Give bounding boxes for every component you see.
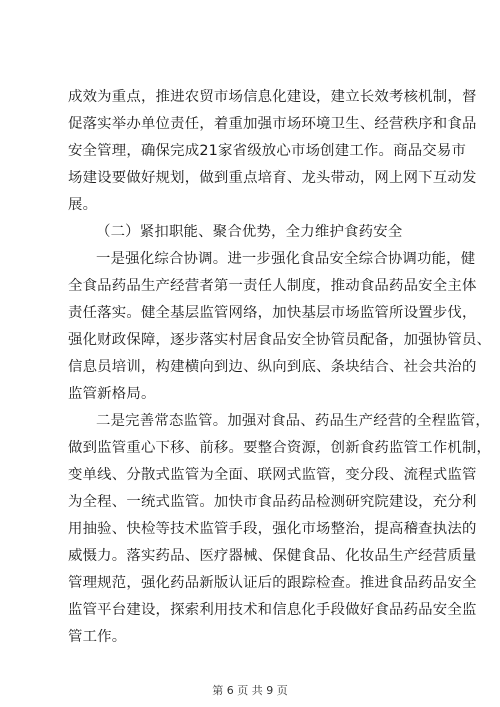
text-line: 责任落实。健全基层监管网络，加快基层市场监管所设置步伐， — [68, 305, 477, 321]
paragraph-start: 二是完善常态监管。加强对食品、药品生产经营的全程监管， — [96, 413, 490, 429]
text-line: 为全程、一统式监管。加快市食品药品检测研究院建设，充分利 — [68, 494, 477, 510]
text-line: 威慑力。落实药品、医疗器械、保健食品、化妆品生产经营质量 — [68, 548, 477, 564]
text-line: 监管新格局。 — [68, 386, 156, 402]
paragraph-start: 一是强化综合协调。进一步强化食品安全综合协调功能，健 — [96, 251, 476, 267]
text-line: 用抽验、快检等技术监管手段，强化市场整治，提高稽查执法的 — [68, 521, 477, 537]
page-number: 第 6 页 共 9 页 — [212, 684, 288, 697]
text-line: 安全管理，确保完成21家省级放心市场创建工作。商品交易市 — [68, 143, 467, 159]
text-line: 场建设要做好规划，做到重点培育、龙头带动，网上网下互动发 — [68, 170, 477, 186]
text-line: 强化财政保障，逐步落实村居食品安全协管员配备，加强协管员、 — [68, 332, 492, 348]
text-line: 信息员培训，构建横向到边、纵向到底、条块结合、社会共治的 — [68, 359, 477, 375]
text-line: 展。 — [68, 197, 98, 213]
text-line: 促落实举办单位责任，着重加强市场环境卫生、经营秩序和食品 — [68, 116, 477, 132]
text-line: 做到监管重心下移、前移。要整合资源，创新食药监管工作机制， — [68, 440, 492, 456]
section-heading: （二）紧扣职能、聚合优势，全力维护食药安全 — [96, 224, 403, 240]
text-line: 管理规范，强化药品新版认证后的跟踪检查。推进食品药品安全 — [68, 575, 477, 591]
text-line: 监管平台建设，探索利用技术和信息化手段做好食品药品安全监 — [68, 602, 477, 618]
text-line: 管工作。 — [68, 629, 127, 645]
text-line: 变单线、分散式监管为全面、联网式监管，变分段、流程式监管 — [68, 467, 477, 483]
text-line: 全食品药品生产经营者第一责任人制度，推动食品药品安全主体 — [68, 278, 477, 294]
text-line: 成效为重点，推进农贸市场信息化建设，建立长效考核机制，督 — [68, 89, 477, 105]
